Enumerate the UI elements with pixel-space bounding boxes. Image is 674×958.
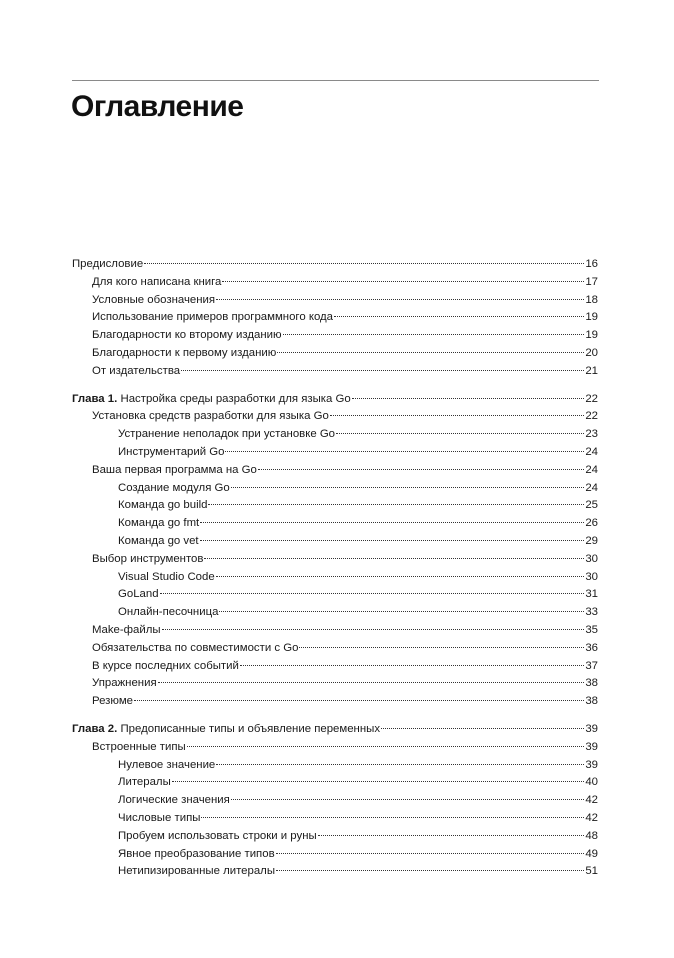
toc-entry-label [92, 345, 276, 363]
toc-section [72, 721, 598, 881]
dot-leader [276, 870, 584, 871]
toc-page-number: 39 [585, 758, 598, 771]
toc-page-number: 24 [585, 445, 598, 458]
toc-page-number: 40 [585, 776, 598, 789]
dot-leader [216, 764, 584, 765]
toc-entry-subsection[interactable] [72, 533, 598, 551]
toc-entry-text: Visual Studio Code [118, 570, 215, 583]
toc-entry-text: Команда go vet [118, 534, 199, 547]
toc-page-number: 49 [585, 847, 598, 860]
chapter-number: Глава 2. [72, 722, 118, 735]
toc-page-number: 24 [585, 481, 598, 494]
toc-page-number: 19 [585, 311, 598, 324]
dot-leader [276, 853, 585, 854]
toc-page-number: 39 [585, 722, 598, 735]
dot-leader [336, 433, 584, 434]
toc-entry-section[interactable] [72, 363, 598, 381]
toc-entry-section[interactable] [72, 675, 598, 693]
toc-entry-label [118, 757, 215, 775]
dot-leader [172, 781, 585, 782]
toc-entry-text: Команда go build [118, 499, 208, 512]
toc-entry-text: Обязательства по совместимости с Go [92, 641, 299, 654]
toc-page-number: 35 [585, 623, 598, 636]
toc-entry-subsection[interactable] [72, 863, 598, 881]
toc-entry-text: Команда go fmt [118, 517, 200, 530]
toc-section [72, 391, 598, 711]
toc-page-number: 26 [585, 517, 598, 530]
toc-entry-text: В курсе последних событий [92, 659, 239, 672]
toc-entry-subsection[interactable] [72, 846, 598, 864]
toc-entry-label [92, 408, 329, 426]
toc-entry-label [92, 622, 161, 640]
toc-entry-text: Числовые типы [118, 811, 201, 824]
toc-page-number: 30 [585, 570, 598, 583]
toc-entry-section[interactable] [72, 739, 598, 757]
toc-entry-label [118, 828, 317, 846]
toc-entry-label [118, 774, 171, 792]
toc-entry-top[interactable] [72, 256, 598, 274]
toc-entry-subsection[interactable] [72, 757, 598, 775]
toc-page-number: 30 [585, 552, 598, 565]
toc-entry-text: Ваша первая программа на Go [92, 463, 257, 476]
toc-entry-text: GoLand [118, 588, 159, 601]
dot-leader [219, 611, 584, 612]
toc-entry-label [118, 810, 200, 828]
toc-page-number: 17 [585, 275, 598, 288]
toc-entry-label [92, 309, 333, 327]
toc-entry-text: Предисловие [72, 258, 144, 270]
toc-entry-label [118, 497, 207, 515]
toc-entry-section[interactable] [72, 693, 598, 711]
toc-entry-text: От издательства [92, 364, 181, 377]
toc-entry-text: Встроенные типы [92, 740, 186, 753]
toc-page-number: 38 [585, 677, 598, 690]
toc-entry-subsection[interactable] [72, 810, 598, 828]
toc-entry-text: Онлайн-песочница [118, 606, 219, 619]
toc-entry-subsection[interactable] [72, 604, 598, 622]
top-rule [72, 80, 599, 81]
toc-entry-text: Упражнения [92, 677, 157, 690]
toc-entry-text: Литералы [118, 776, 171, 789]
dot-leader [144, 263, 584, 264]
toc-entry-text: Логические значения [118, 794, 230, 807]
toc-entry-text: Пробуем использовать строки и руны [118, 829, 317, 842]
toc-page-number: 19 [585, 329, 598, 342]
toc-entry-text: Для кого написана книга [92, 275, 222, 288]
toc-entry-text: Нулевое значение [118, 758, 216, 771]
toc-entry-text: Make-файлы [92, 623, 161, 636]
dot-leader [330, 415, 585, 416]
dot-leader [231, 487, 585, 488]
dot-leader [134, 700, 584, 701]
toc-page-number: 20 [585, 346, 598, 359]
dot-leader [216, 299, 584, 300]
toc-entry-subsection[interactable] [72, 774, 598, 792]
toc-page-number: 42 [585, 794, 598, 807]
dot-leader [201, 817, 584, 818]
toc-entry-text: Выбор инструментов [92, 552, 204, 565]
dot-leader [187, 746, 585, 747]
toc-entry-section[interactable] [72, 292, 598, 310]
toc-page-number: 51 [585, 865, 598, 878]
toc-entry-top[interactable] [72, 721, 598, 739]
toc-entry-label [92, 675, 157, 693]
toc-entry-text: Благодарности к первому изданию [92, 346, 277, 359]
toc-entry-subsection[interactable] [72, 828, 598, 846]
toc-entry-subsection[interactable] [72, 569, 598, 587]
toc-entry-label [118, 604, 218, 622]
toc-entry-label [118, 846, 275, 864]
toc-entry-subsection[interactable] [72, 444, 598, 462]
toc-page-number: 38 [585, 695, 598, 708]
toc-entry-subsection[interactable] [72, 586, 598, 604]
toc-entry-label [118, 533, 199, 551]
toc-page-number: 37 [585, 659, 598, 672]
dot-leader [160, 593, 585, 594]
dot-leader [240, 665, 584, 666]
toc-entry-subsection[interactable] [72, 792, 598, 810]
toc-entry-subsection[interactable] [72, 515, 598, 533]
dot-leader [277, 352, 584, 353]
toc-entry-section[interactable] [72, 408, 598, 426]
toc-entry-text: Нетипизированные литералы [118, 865, 276, 878]
toc-entry-section[interactable] [72, 551, 598, 569]
dot-leader [299, 647, 584, 648]
dot-leader [381, 728, 584, 729]
toc-entry-text: Инструментарий Go [118, 445, 225, 458]
dot-leader [158, 682, 585, 683]
toc-entry-section[interactable] [72, 309, 598, 327]
toc-entry-section[interactable] [72, 462, 598, 480]
toc-page-number: 36 [585, 641, 598, 654]
dot-leader [258, 469, 585, 470]
dot-leader [222, 281, 584, 282]
toc-entry-text: Резюме [92, 695, 133, 708]
toc-page-number: 24 [585, 463, 598, 476]
toc-entry-text: Настройка среды разработки для языка Go [117, 392, 351, 405]
toc-entry-label [92, 363, 180, 381]
toc-entry-label [118, 480, 230, 498]
toc-entry-label [92, 693, 133, 711]
page-title: Оглавление [71, 90, 244, 123]
toc-page-number: 22 [585, 410, 598, 423]
dot-leader [200, 522, 584, 523]
toc-entry-text: Использование примеров программного кода [92, 311, 334, 324]
toc-entry-text: Благодарности ко второму изданию [92, 329, 282, 342]
toc-entry-section[interactable] [72, 345, 598, 363]
toc-entry-section[interactable] [72, 640, 598, 658]
dot-leader [216, 576, 585, 577]
toc-page-number: 33 [585, 606, 598, 619]
toc-entry-label [92, 274, 221, 292]
dot-leader [208, 504, 584, 505]
toc-entry-label [92, 462, 257, 480]
toc-entry-text: Предописанные типы и объявление переменных [117, 722, 381, 735]
toc-entry-label [118, 515, 199, 533]
toc-entry-section[interactable] [72, 658, 598, 676]
dot-leader [283, 334, 585, 335]
toc-entry-label [118, 792, 230, 810]
dot-leader [225, 451, 584, 452]
toc-entry-label [118, 426, 335, 444]
toc-page-number: 31 [585, 588, 598, 601]
toc-entry-subsection[interactable] [72, 426, 598, 444]
toc-page-number: 29 [585, 534, 598, 547]
toc-page-number: 25 [585, 499, 598, 512]
dot-leader [352, 398, 585, 399]
toc-entry-label [92, 551, 203, 569]
toc-page-number: 21 [585, 364, 598, 377]
toc-page-number: 22 [585, 392, 598, 405]
dot-leader [181, 370, 584, 371]
toc-page-number: 16 [585, 258, 598, 270]
toc-entry-section[interactable] [72, 327, 598, 345]
toc-page-number: 42 [585, 811, 598, 824]
toc-page-number: 23 [585, 428, 598, 441]
toc-entry-text: Создание модуля Go [118, 481, 230, 494]
toc-entry-text: Устранение неполадок при установке Go [118, 428, 336, 441]
dot-leader [318, 835, 585, 836]
toc-entry-text: Условные обозначения [92, 293, 216, 306]
toc-entry-label [92, 327, 282, 345]
dot-leader [231, 799, 585, 800]
toc-entry-text: Явное преобразование типов [118, 847, 275, 860]
dot-leader [204, 558, 584, 559]
toc-entry-label [118, 444, 224, 462]
toc-entry-label [118, 569, 215, 587]
dot-leader [162, 629, 585, 630]
toc-entry-label [72, 391, 351, 409]
chapter-number: Глава 1. [72, 392, 118, 405]
toc-entry-label [92, 640, 298, 658]
toc-entry-subsection[interactable] [72, 480, 598, 498]
toc-section [72, 256, 598, 381]
toc-page-number: 48 [585, 829, 598, 842]
toc-entry-top[interactable] [72, 391, 598, 409]
toc-entry-label [72, 256, 143, 274]
dot-leader [200, 540, 585, 541]
toc-entry-subsection[interactable] [72, 497, 598, 515]
toc-entry-label [118, 863, 275, 881]
toc-page-number: 18 [585, 293, 598, 306]
table-of-contents [72, 256, 598, 891]
toc-entry-label [72, 721, 380, 739]
toc-entry-label [92, 739, 186, 757]
toc-entry-label [92, 658, 239, 676]
toc-entry-section[interactable] [72, 274, 598, 292]
toc-page-number: 39 [585, 740, 598, 753]
dot-leader [334, 316, 584, 317]
toc-entry-text: Установка средств разработки для языка Go [92, 410, 329, 423]
toc-entry-section[interactable] [72, 622, 598, 640]
toc-entry-label [92, 292, 215, 310]
toc-entry-label [118, 586, 159, 604]
